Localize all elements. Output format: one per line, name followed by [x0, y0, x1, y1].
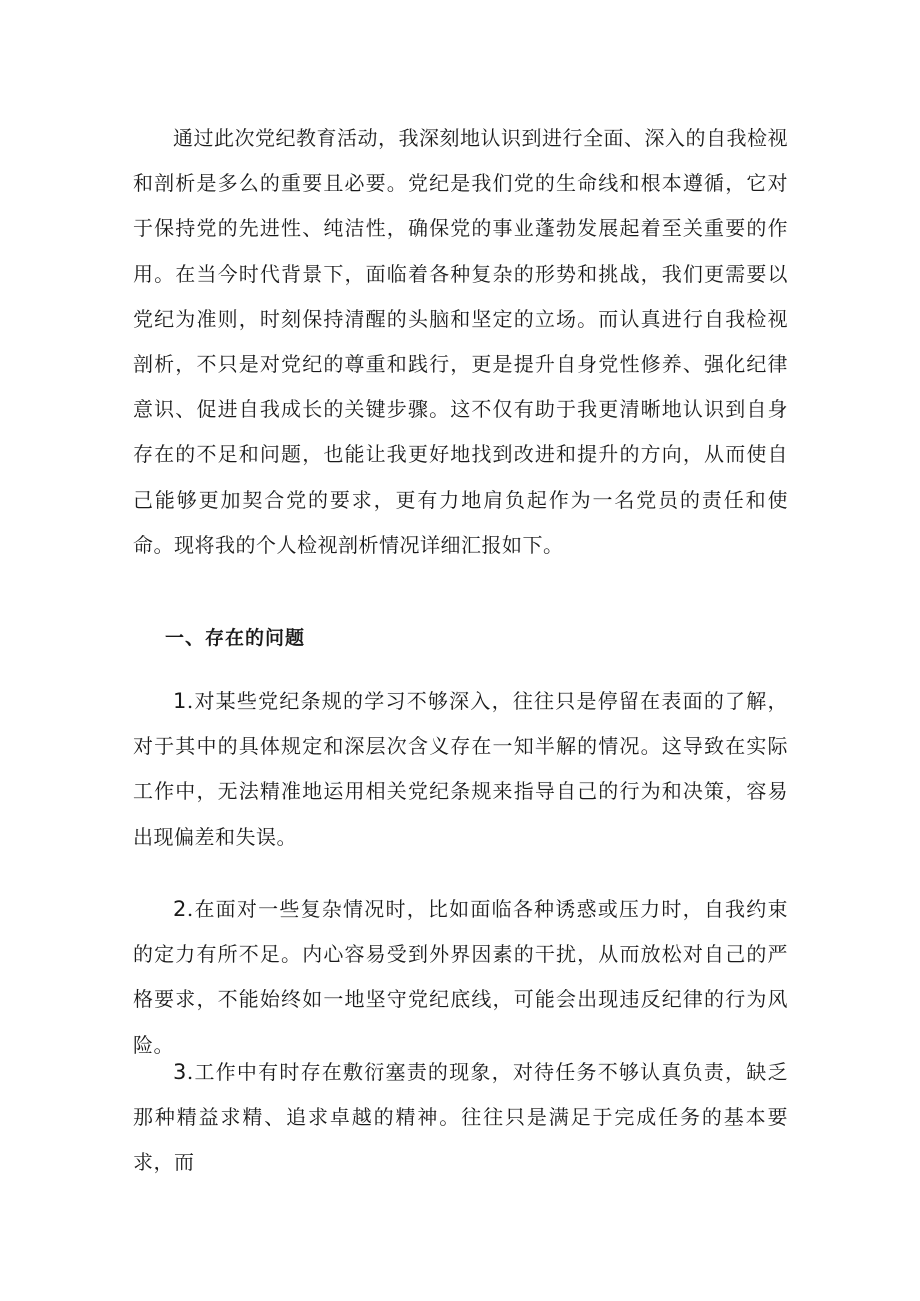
item-text: .对某些党纪条规的学习不够深入，往往只是停留在表面的了解，对于其中的具体规定和深层次含义存在一知半解的情况。这导致在实际工作中，无法精准地运用相关党纪条规来指导自己的行为和决策，容易出现偏差和失误。: [133, 689, 788, 849]
item-text: .工作中有时存在敷衍塞责的现象，对待任务不够认真负责，缺乏那种精益求精、追求卓越的精神。往往只是满足于完成任务的基本要求，而: [133, 1060, 788, 1175]
problem-item-1: [133, 679, 788, 860]
item-number: 2: [173, 897, 187, 921]
item-number: 3: [173, 1060, 187, 1084]
intro-paragraph: 通过此次党纪教育活动，我深刻地认识到进行全面、深入的自我检视和剖析是多么的重要且必要。党纪是我们党的生命线和根本遵循，它对于保持党的先进性、纯洁性，确保党的事业蓬勃发展起着至关重要的作用。在当今时代背景下，面临着各种复杂的形势和挑战，我们更需要以党纪为准则，时刻保持清醒的头脑和坚定的立场。而认真进行自我检视剖析，不只是对党纪的尊重和践行，更是提升自身党性修养、强化纪律意识、促进自我成长的关键步骤。这不仅有助于我更清晰地认识到自身存在的不足和问题，也能让我更好地找到改进和提升的方向，从而使自己能够更加契合党的要求，更有力地肩负起作为一名党员的责任和使命。现将我的个人检视剖析情况详细汇报如下。: [133, 126, 788, 557]
problem-item-2: [133, 887, 788, 1068]
item-text: .在面对一些复杂情况时，比如面临各种诱惑或压力时，自我约束的定力有所不足。内心容易受到外界因素的干扰，从而放松对自己的严格要求，不能始终如一地坚守党纪底线，可能会出现违反纪律的行为风险。: [133, 897, 788, 1057]
problem-item-3: [133, 1050, 788, 1186]
item-number: 1: [173, 689, 187, 713]
section-heading: 一、存在的问题: [165, 627, 306, 649]
